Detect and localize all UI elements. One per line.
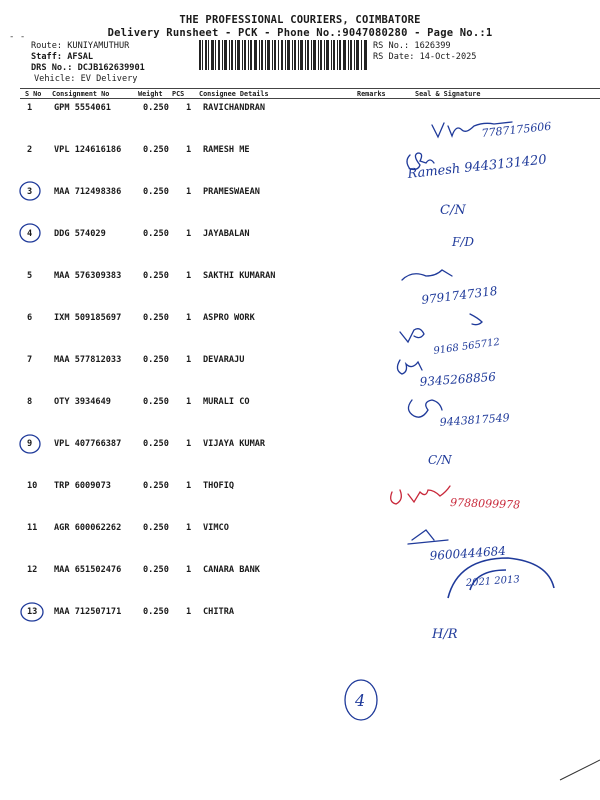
info-left [31,41,145,85]
row-consignment: VPL 124616186 [54,145,122,155]
row-weight: 0.250 [143,607,169,617]
row-weight: 0.250 [143,145,169,155]
col-header-consignment: Consignment No [52,90,110,98]
page-mark-circle [345,680,377,720]
row-pcs: 1 [186,229,192,239]
row-consignee: ASPRO WORK [203,313,255,323]
table-row [0,313,600,327]
row-consignment: MAA 712507171 [54,607,122,617]
row-consignee: DEVARAJU [203,355,245,365]
route-label: Route: KUNIYAMUTHUR [31,41,130,51]
handwritten-r4: F/D [452,235,474,249]
row-sno: 6 [27,313,33,323]
row-sno: 10 [27,481,38,491]
row-pcs: 1 [186,397,192,407]
vehicle-label: Vehicle: EV Delivery [34,74,138,84]
table-row [0,271,600,285]
row-consignment: IXM 509185697 [54,313,122,323]
row-sno: 11 [27,523,38,533]
row-consignment: OTY 3934649 [54,397,111,407]
col-header-weight: Weight [138,90,163,98]
row-pcs: 1 [186,187,192,197]
row-weight: 0.250 [143,439,169,449]
signature-1 [432,122,512,137]
row-consignee: SAKTHI KUMARAN [203,271,276,281]
row-consignee: JAYABALAN [203,229,250,239]
row-consignee: MURALI CO [203,397,250,407]
table-row [0,607,600,621]
header-rule-bottom [20,98,600,99]
row-weight: 0.250 [143,397,169,407]
staff-label: Staff: AFSAL [31,52,94,62]
row-consignee: CHITRA [203,607,235,617]
runsheet-subtitle: Delivery Runsheet - PCK - Phone No.:9047080280 - Page No.:1 [107,27,493,39]
row-pcs: 1 [186,523,192,533]
drs-label: DRS No.: DCJB162639901 [31,63,145,73]
row-consignment: AGR 600062262 [54,523,122,533]
table-row [0,481,600,495]
row-weight: 0.250 [143,187,169,197]
row-consignment: MAA 651502476 [54,565,122,575]
row-pcs: 1 [186,481,192,491]
row-consignee: VIMCO [203,523,229,533]
row-sno: 12 [27,565,38,575]
row-sno: 8 [27,397,33,407]
row-consignee: RAVICHANDRAN [203,103,266,113]
handwritten-r11: 9600444684 [429,543,507,563]
table-row [0,187,600,201]
row-consignment: MAA 712498386 [54,187,122,197]
row-weight: 0.250 [143,103,169,113]
row-pcs: 1 [186,313,192,323]
row-sno: 9 [27,439,33,449]
row-pcs: 1 [186,103,192,113]
handwritten-r2: Ramesh 9443131420 [406,152,548,182]
row-pcs: 1 [186,565,192,575]
row-sno: 7 [27,355,33,365]
row-weight: 0.250 [143,271,169,281]
row-sno: 5 [27,271,33,281]
row-sno: 2 [27,145,33,155]
rs-date: RS Date: 14-Oct-2025 [373,52,477,62]
table-row [0,229,600,243]
handwritten-r5: 9791747318 [420,283,499,307]
row-consignee: RAMESH ME [203,145,250,155]
row-consignee: VIJAYA KUMAR [203,439,266,449]
handwritten-r6: 9168 565712 [432,336,501,357]
row-pcs: 1 [186,355,192,365]
header-rule-top [20,88,600,89]
row-weight: 0.250 [143,523,169,533]
handwritten-r12: 2021 2013 [465,574,521,589]
col-header-remarks: Remarks [357,90,386,98]
barcode [199,40,367,70]
row-consignment: VPL 407766387 [54,439,122,449]
row-consignee: CANARA BANK [203,565,260,575]
handwritten-r3: C/N [440,203,466,218]
rs-number: RS No.: 1626399 [373,41,451,51]
row-sno: 13 [27,607,38,617]
table-row [0,103,600,117]
row-weight: 0.250 [143,229,169,239]
handwritten-r1: 7787175606 [480,119,552,140]
col-header-pcs: PCS [172,90,185,98]
handwritten-r10: 9788099978 [449,496,521,512]
col-header-consignee: Consignee Details [199,90,269,98]
row-pcs: 1 [186,145,192,155]
table-row [0,439,600,453]
col-header-sno: S No [25,90,42,98]
company-title: THE PROFESSIONAL COURIERS, COIMBATORE [179,14,421,26]
row-consignment: MAA 577812033 [54,355,122,365]
row-sno: 4 [27,229,33,239]
row-sno: 3 [27,187,33,197]
row-consignee: THOFIQ [203,481,235,491]
row-weight: 0.250 [143,313,169,323]
row-consignment: DDG 574029 [54,229,106,239]
row-consignment: MAA 576309383 [54,271,122,281]
table-row [0,565,600,579]
row-weight: 0.250 [143,565,169,575]
page-dash-mark: - - [9,32,26,42]
table-row [0,397,600,411]
row-sno: 1 [27,103,33,113]
col-header-seal: Seal & Signature [415,90,481,98]
table-row [0,145,600,159]
handwritten-page-mark: 4 [355,691,366,710]
row-weight: 0.250 [143,481,169,491]
info-right [373,41,476,63]
table-row [0,355,600,369]
handwritten-r9: C/N [428,453,452,467]
page-edge-curve [560,760,600,780]
row-pcs: 1 [186,271,192,281]
row-consignment: TRP 6009073 [54,481,111,491]
row-pcs: 1 [186,607,192,617]
handwritten-r8: 9443817549 [439,411,511,429]
handwritten-r7: 9345268856 [419,369,497,389]
handwritten-r13: H/R [432,627,458,642]
row-consignee: PRAMESWAEAN [203,187,260,197]
row-pcs: 1 [186,439,192,449]
row-weight: 0.250 [143,355,169,365]
row-consignment: GPM 5554061 [54,103,111,113]
table-row [0,523,600,537]
